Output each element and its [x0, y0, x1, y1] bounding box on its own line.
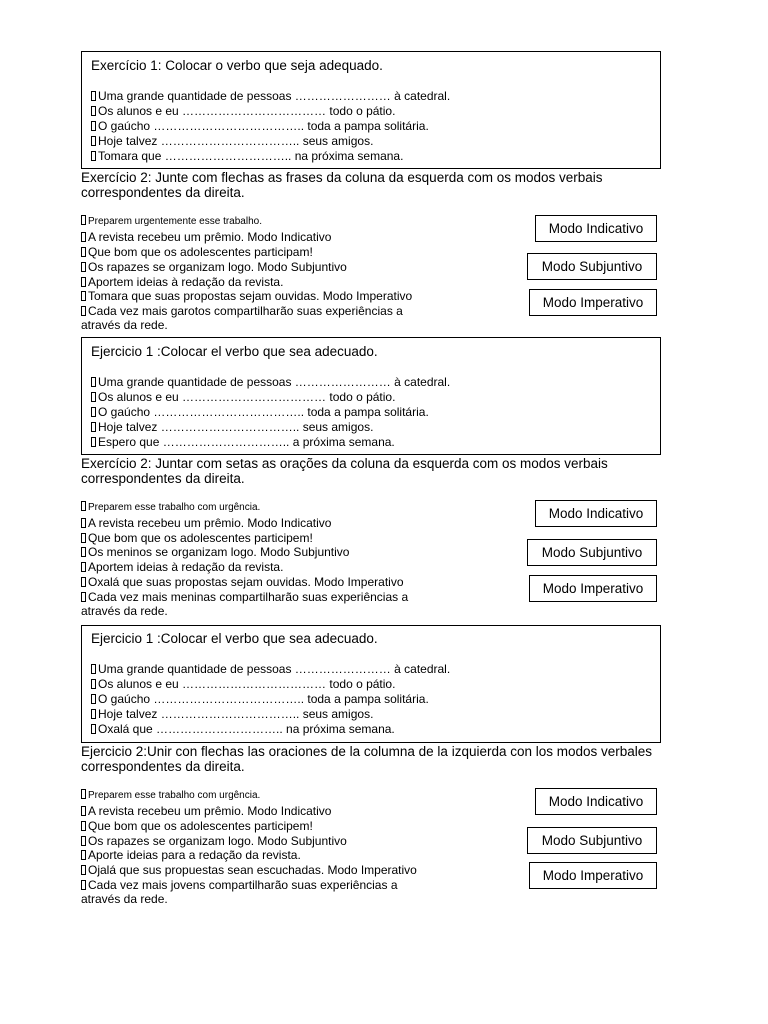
- checkbox-icon: [81, 821, 86, 831]
- exercise-1-box: [81, 337, 661, 455]
- list-item: Que bom que os adolescentes participem!: [81, 531, 313, 545]
- checkbox-icon: [81, 865, 86, 875]
- list-item: Preparem esse trabalho com urgência.: [81, 501, 260, 515]
- list-item: Os rapazes se organizam logo. Modo Subjuntivo: [81, 260, 347, 274]
- checkbox-icon: [91, 407, 96, 417]
- exercise-1-line: Tomara que ………………………….. na próxima semana.: [91, 149, 403, 163]
- checkbox-icon: [91, 724, 96, 734]
- exercise-1-line: Uma grande quantidade de pessoas …………………… à catedral.: [91, 89, 450, 103]
- checkbox-icon: [81, 850, 86, 860]
- list-item: Os meninos se organizam logo. Modo Subjuntivo: [81, 545, 349, 559]
- checkbox-icon: [91, 694, 96, 704]
- exercise-1-box: [81, 51, 661, 169]
- exercise-2-title: Exercício 2: Junte com flechas as frases da coluna da esquerda com os modos verbais correspondentes da direita.: [81, 170, 603, 200]
- checkbox-icon: [91, 392, 96, 402]
- exercise-1-line: Hoje talvez …………………………….. seus amigos.: [91, 134, 373, 148]
- exercise-1-line: Hoje talvez …………………………….. seus amigos.: [91, 420, 373, 434]
- exercise-1-line: O gaúcho ……………………………….. toda a pampa solitária.: [91, 405, 429, 419]
- checkbox-icon: [91, 422, 96, 432]
- checkbox-icon: [81, 215, 86, 225]
- modo-subjuntivo-box: Modo Subjuntivo: [527, 253, 657, 280]
- checkbox-icon: [81, 291, 86, 301]
- list-item: Aportem ideias à redação da revista.: [81, 560, 283, 574]
- exercise-1-title: Ejercicio 1 :Colocar el verbo que sea adecuado.: [91, 631, 378, 646]
- list-item: A revista recebeu um prêmio. Modo Indicativo: [81, 804, 331, 818]
- exercise-1-line: O gaúcho ……………………………….. toda a pampa solitária.: [91, 119, 429, 133]
- checkbox-icon: [81, 806, 86, 816]
- exercise-2-title: Ejercicio 2:Unir con flechas las oraciones de la columna de la izquierda con los modos verbales correspondentes da direita.: [81, 744, 653, 774]
- checkbox-icon: [81, 306, 86, 316]
- exercise-1-line: Hoje talvez …………………………….. seus amigos.: [91, 707, 373, 721]
- list-item: Que bom que os adolescentes participem!: [81, 819, 313, 833]
- exercise-1-line: Os alunos e eu ……………………………… todo o pátio.: [91, 677, 395, 691]
- checkbox-icon: [81, 247, 86, 257]
- checkbox-icon: [81, 547, 86, 557]
- modo-indicativo-box: Modo Indicativo: [535, 788, 657, 815]
- exercise-1-line: Espero que ………………………….. a próxima semana.: [91, 435, 395, 449]
- checkbox-icon: [81, 836, 86, 846]
- list-item: A revista recebeu um prêmio. Modo Indicativo: [81, 230, 331, 244]
- checkbox-icon: [81, 533, 86, 543]
- exercise-1-line: O gaúcho ……………………………….. toda a pampa solitária.: [91, 692, 429, 706]
- checkbox-icon: [81, 518, 86, 528]
- list-item: Aporte ideias para a redação da revista.: [81, 848, 301, 862]
- checkbox-icon: [91, 709, 96, 719]
- list-item: Preparem urgentemente esse trabalho.: [81, 215, 262, 229]
- exercise-1-title: Ejercicio 1 :Colocar el verbo que sea adecuado.: [91, 344, 378, 359]
- list-item: A revista recebeu um prêmio. Modo Indicativo: [81, 516, 331, 530]
- list-item: Cada vez mais meninas compartilharão suas experiências a: [81, 590, 408, 604]
- checkbox-icon: [81, 562, 86, 572]
- modo-imperativo-box: Modo Imperativo: [529, 289, 657, 316]
- list-item: Aportem ideias à redação da revista.: [81, 275, 283, 289]
- list-item: Que bom que os adolescentes participam!: [81, 245, 313, 259]
- checkbox-icon: [81, 262, 86, 272]
- checkbox-icon: [91, 664, 96, 674]
- list-item-continuation: através da rede.: [81, 604, 168, 618]
- modo-indicativo-box: Modo Indicativo: [535, 500, 657, 527]
- checkbox-icon: [81, 232, 86, 242]
- checkbox-icon: [81, 501, 86, 511]
- checkbox-icon: [81, 789, 86, 799]
- exercise-2-title: Exercício 2: Juntar com setas as orações da coluna da esquerda com os modos verbais correspondentes da direita.: [81, 456, 608, 486]
- list-item: Os rapazes se organizam logo. Modo Subjuntivo: [81, 834, 347, 848]
- modo-imperativo-box: Modo Imperativo: [529, 575, 657, 602]
- modo-indicativo-box: Modo Indicativo: [535, 215, 657, 242]
- list-item: Oxalá que suas propostas sejam ouvidas. Modo Imperativo: [81, 575, 404, 589]
- exercise-1-title: Exercício 1: Colocar o verbo que seja adequado.: [91, 58, 383, 73]
- list-item: Preparem esse trabalho com urgência.: [81, 789, 260, 803]
- exercise-1-line: Uma grande quantidade de pessoas …………………… à catedral.: [91, 375, 450, 389]
- checkbox-icon: [81, 880, 86, 890]
- list-item: Cada vez mais garotos compartilharão suas experiências a: [81, 304, 403, 318]
- modo-subjuntivo-box: Modo Subjuntivo: [527, 827, 657, 854]
- checkbox-icon: [91, 679, 96, 689]
- list-item: Tomara que suas propostas sejam ouvidas. Modo Imperativo: [81, 289, 412, 303]
- modo-subjuntivo-box: Modo Subjuntivo: [527, 539, 657, 566]
- list-item: Ojalá que sus propuestas sean escuchadas. Modo Imperativo: [81, 863, 417, 877]
- checkbox-icon: [81, 592, 86, 602]
- checkbox-icon: [91, 91, 96, 101]
- checkbox-icon: [81, 577, 86, 587]
- checkbox-icon: [91, 121, 96, 131]
- exercise-1-line: Oxalá que ………………………….. na próxima semana.: [91, 722, 395, 736]
- list-item: Cada vez mais jovens compartilharão suas experiências a: [81, 878, 398, 892]
- checkbox-icon: [91, 106, 96, 116]
- checkbox-icon: [91, 136, 96, 146]
- exercise-1-line: Uma grande quantidade de pessoas …………………… à catedral.: [91, 662, 450, 676]
- modo-imperativo-box: Modo Imperativo: [529, 862, 657, 889]
- checkbox-icon: [91, 151, 96, 161]
- list-item-continuation: através da rede.: [81, 318, 168, 332]
- exercise-1-box: [81, 625, 661, 743]
- exercise-1-line: Os alunos e eu ……………………………… todo o pátio.: [91, 390, 395, 404]
- checkbox-icon: [91, 437, 96, 447]
- exercise-1-line: Os alunos e eu ……………………………… todo o pátio.: [91, 104, 395, 118]
- checkbox-icon: [81, 277, 86, 287]
- checkbox-icon: [91, 377, 96, 387]
- list-item-continuation: através da rede.: [81, 892, 168, 906]
